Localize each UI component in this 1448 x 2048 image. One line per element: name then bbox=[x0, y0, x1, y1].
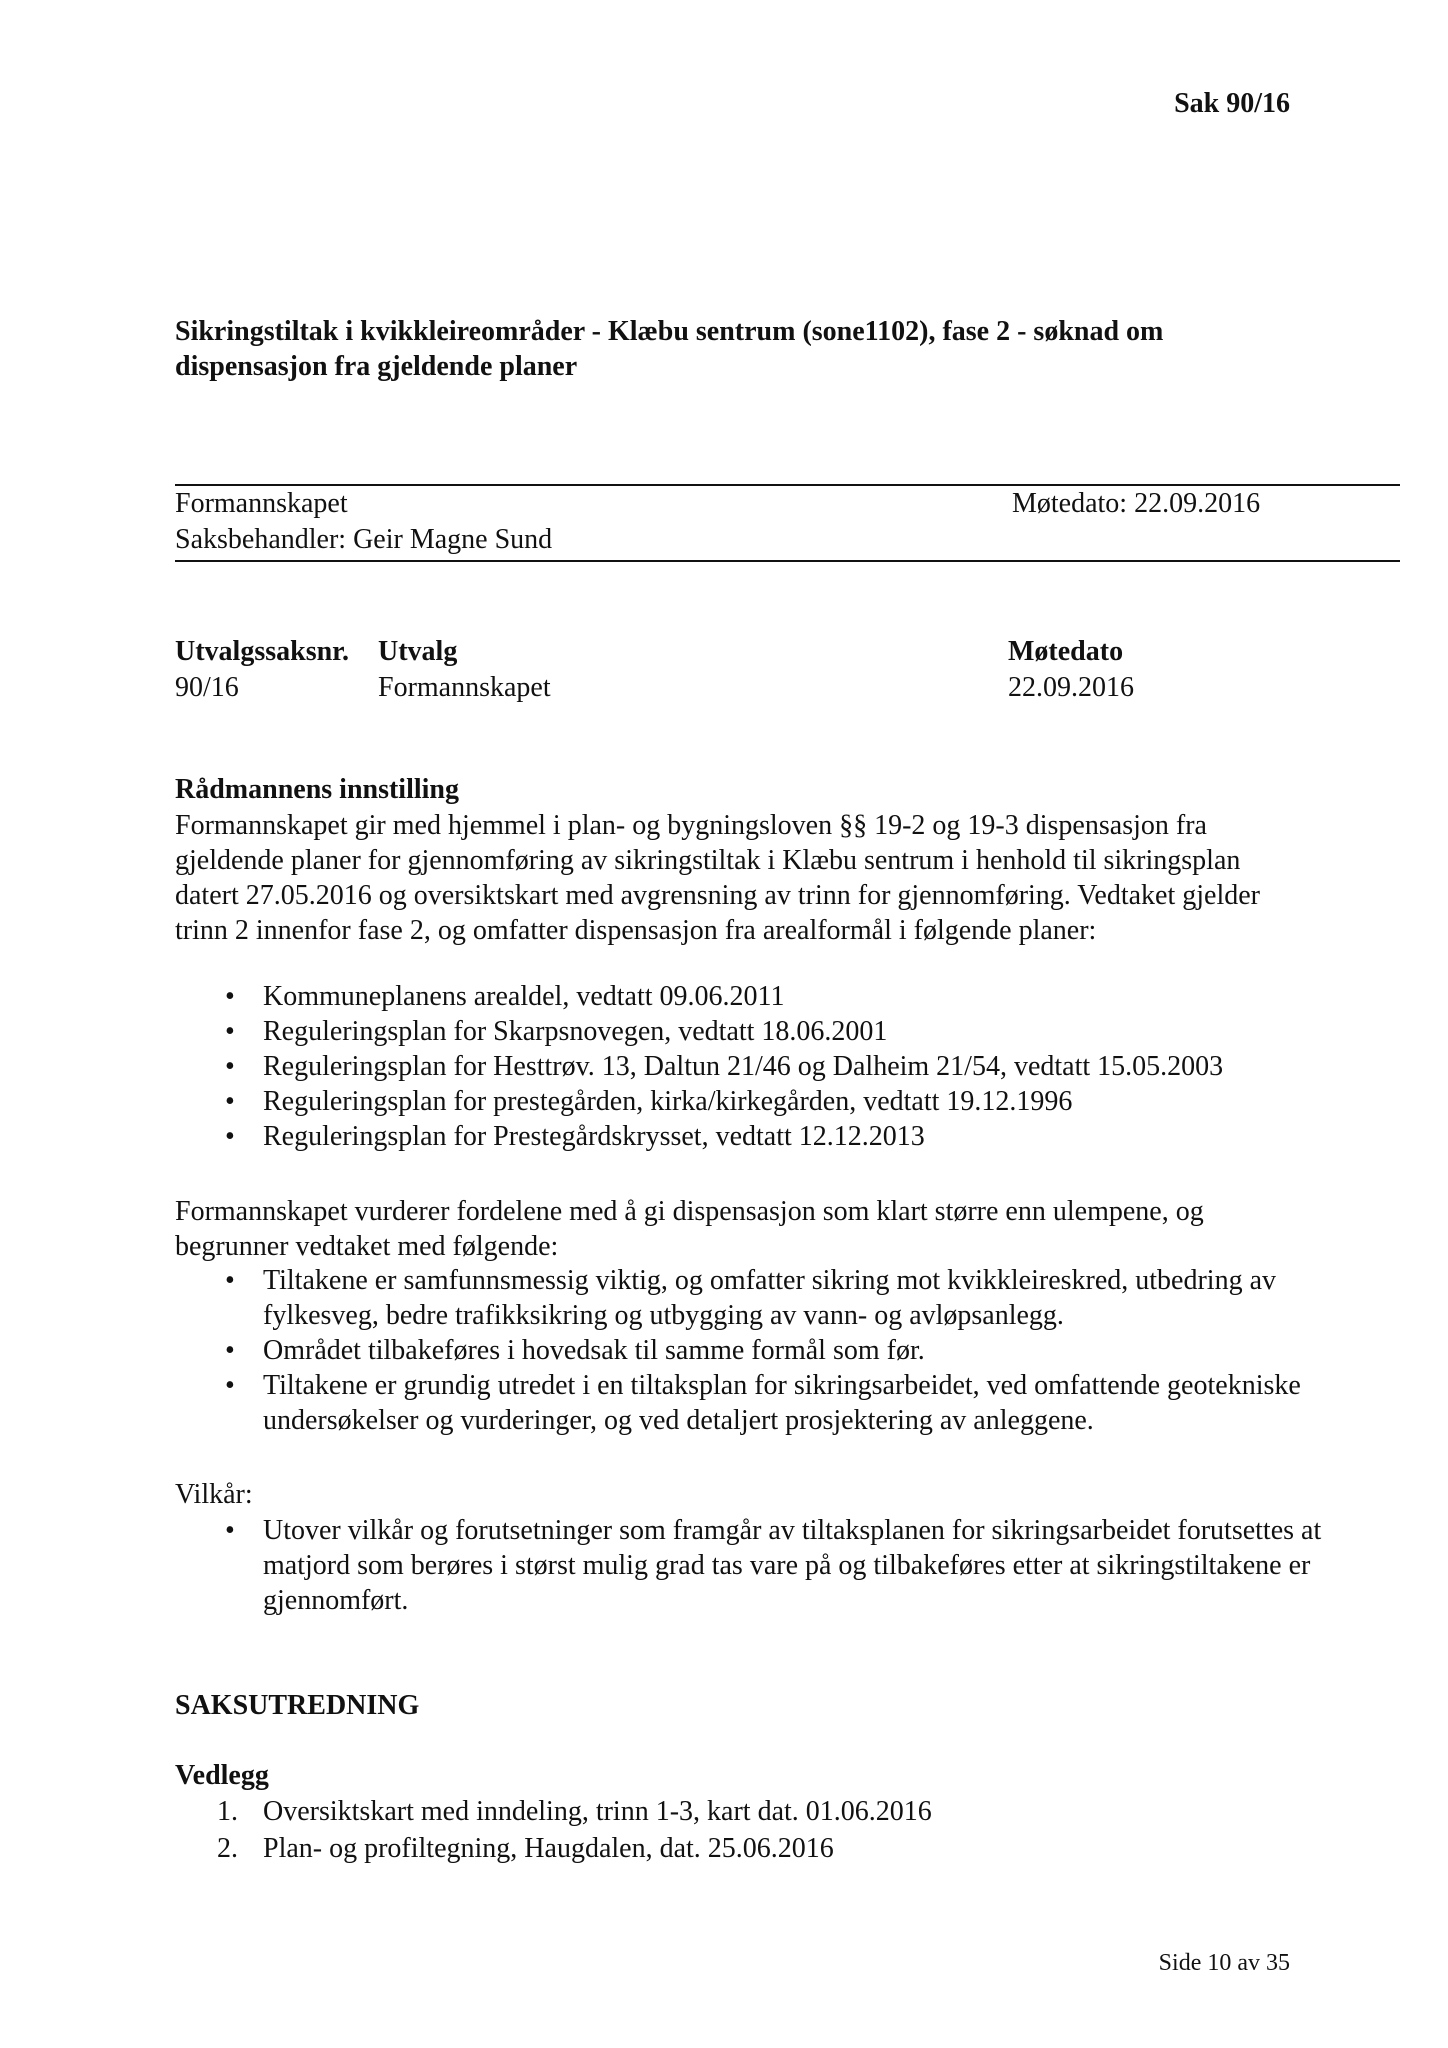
conditions-list bbox=[175, 1513, 1325, 1618]
table-cell-date: 22.09.2016 bbox=[1008, 672, 1134, 703]
bullet-icon: • bbox=[225, 1121, 235, 1152]
bullet-icon: • bbox=[225, 1515, 235, 1546]
bottom-divider bbox=[175, 560, 1400, 562]
bullet-icon: • bbox=[225, 981, 235, 1012]
list-item: • Reguleringsplan for Hesttrøv. 13, Daltun 21/46 og Dalheim 21/54, vedtatt 15.05.2003 bbox=[225, 1051, 1224, 1082]
list-item: • Tiltakene er grundig utredet i en tiltaksplan for sikringsarbeidet, ved omfattende geotekniske undersøkelser og vurderinger, og ved detaljert prosjektering av anleggene. bbox=[225, 1370, 1301, 1436]
list-number: 1. bbox=[217, 1796, 238, 1827]
meeting-date: Møtedato: 22.09.2016 bbox=[1012, 488, 1261, 519]
bullet-icon: • bbox=[225, 1370, 235, 1401]
attachments-heading: Vedlegg bbox=[175, 1760, 269, 1791]
table-cell-case-no: 90/16 bbox=[175, 672, 239, 703]
list-item: 2. Plan- og profiltegning, Haugdalen, dat. 25.06.2016 bbox=[175, 1830, 1275, 1867]
bullet-icon: • bbox=[225, 1086, 235, 1117]
list-item: • Reguleringsplan for Skarpsnovegen, vedtatt 18.06.2001 bbox=[225, 1016, 888, 1047]
section-heading-saksutredning: SAKSUTREDNING bbox=[175, 1690, 420, 1721]
case-number: Sak 90/16 bbox=[1174, 88, 1290, 119]
page-number: Side 10 av 35 bbox=[1158, 1950, 1290, 1976]
table-cell-committee: Formannskapet bbox=[378, 672, 551, 703]
list-item: • Området tilbakeføres i hovedsak til samme formål som før. bbox=[225, 1335, 925, 1366]
attachments-list bbox=[175, 1793, 1275, 1867]
document-title: Sikringstiltak i kvikkleireområder - Klæbu sentrum (sone1102), fase 2 - søknad om dispensasjon fra gjeldende planer bbox=[175, 316, 1164, 382]
recommendation-intro: Formannskapet gir med hjemmel i plan- og bygningsloven §§ 19-2 og 19-3 dispensasjon fra gjeldende planer for gjennomføring av sikringstiltak i Klæbu sentrum i henhold til sikringsplan datert 27.05.2016 og oversiktskart med avgrensning av trinn for gjennomføring. Vedtaket gjelder trinn 2 innenfor fase 2, og omfatter dispensasjon fra arealformål i følgende planer: bbox=[175, 810, 1260, 946]
list-item: • Utover vilkår og forutsetninger som framgår av tiltaksplanen for sikringsarbeidet forutsettes at matjord som berøres i størst mulig grad tas vare på og tilbakeføres etter at sikringstiltakene er gjennomført. bbox=[225, 1515, 1322, 1616]
plans-list bbox=[175, 979, 1325, 1154]
list-item: • Tiltakene er samfunnsmessig viktig, og omfatter sikring mot kvikkleireskred, utbedring av fylkesveg, bedre trafikksikring og utbygging av vann- og avløpsanlegg. bbox=[225, 1265, 1277, 1331]
table-header-committee: Utvalg bbox=[378, 636, 458, 667]
assessment-text: Formannskapet vurderer fordelene med å gi dispensasjon som klart større enn ulempene, og begrunner vedtaket med følgende: bbox=[175, 1196, 1204, 1262]
bullet-icon: • bbox=[225, 1335, 235, 1366]
list-item: • Reguleringsplan for Prestegårdskrysset, vedtatt 12.12.2013 bbox=[225, 1121, 925, 1152]
table-header-case-no: Utvalgssaksnr. bbox=[175, 636, 350, 667]
list-item: • Kommuneplanens arealdel, vedtatt 09.06.2011 bbox=[225, 981, 785, 1012]
meeting-body: Formannskapet bbox=[175, 488, 348, 519]
table-header-date: Møtedato bbox=[1008, 636, 1124, 667]
list-item: 1. Oversiktskart med inndeling, trinn 1-3, kart dat. 01.06.2016 bbox=[175, 1793, 1275, 1830]
bullet-icon: • bbox=[225, 1016, 235, 1047]
list-number: 2. bbox=[217, 1833, 238, 1864]
conditions-label: Vilkår: bbox=[175, 1479, 253, 1510]
reasons-list bbox=[175, 1263, 1325, 1438]
recommendation-heading: Rådmannens innstilling bbox=[175, 774, 459, 805]
list-item: • Reguleringsplan for prestegården, kirka/kirkegården, vedtatt 19.12.1996 bbox=[225, 1086, 1073, 1117]
case-handler: Saksbehandler: Geir Magne Sund bbox=[175, 524, 553, 555]
bullet-icon: • bbox=[225, 1051, 235, 1082]
bullet-icon: • bbox=[225, 1265, 235, 1296]
